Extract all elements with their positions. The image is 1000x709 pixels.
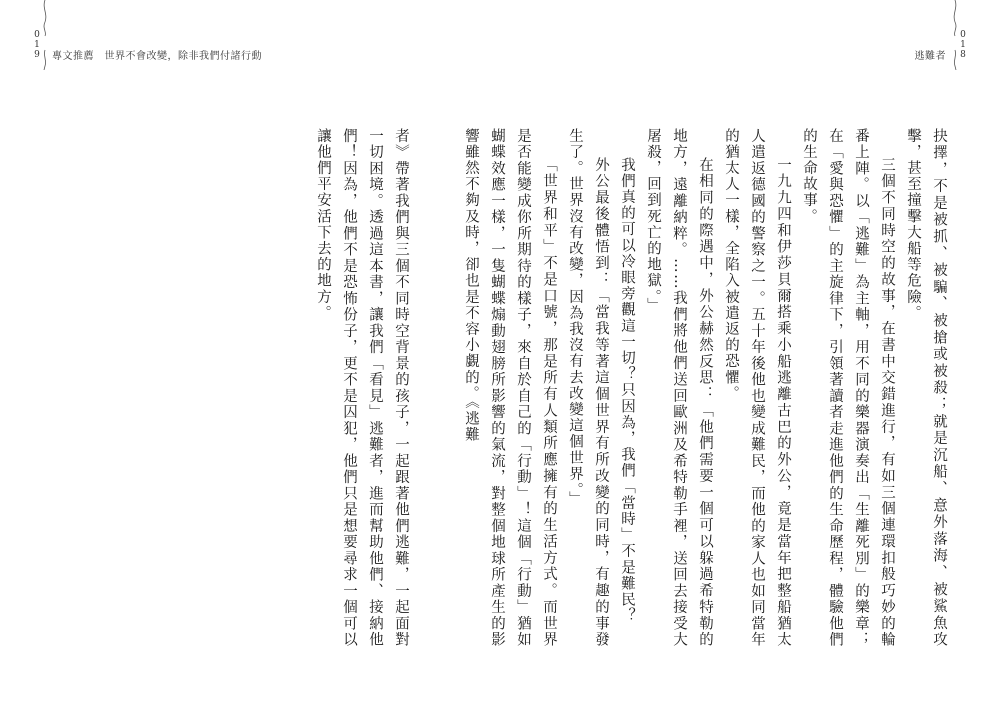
paragraph: 三個不同時空的故事，在書中交錯進行，有如三個連環扣般巧妙的輪番上陣。以「逃難」為主軸，用不同的樂器演奏出「生離死別」的樂章；在「愛與恐懼」的主旋律下，引領著讀者走進他們的生命歷程，體驗他們的生命故事。	[801, 128, 895, 648]
paragraph: 「世界和平」不是口號，那是所有人類所應擁有的生活方式。而世界是否能變成你所期待的樣子，來自於自己的「行動」！這個「行動」猶如蝴蝶效應一樣，一隻蝴蝶煽動翅膀所影響的氣流，對整個地球所產生的影響雖然不夠及時，卻也是不容小覷的。《逃難	[463, 128, 557, 648]
page-number: 018	[960, 30, 966, 60]
paragraph: 者》帶著我們與三個不同時空背景的孩子，一起跟著他們逃難，一起面對一切困境。透過這本書，讓我們「看見」逃難者，進而幫助他們、接納他們！因為，他們不是恐怖份子，更不是囚犯，他們只是想要尋求一個可以讓他們平安活下去的地方。	[315, 128, 409, 648]
right-page	[463, 0, 1000, 709]
paragraph: 外公最後體悟到：「當我等著這個世界有所改變的同時，有趣的事發生了。世界沒有改變，因為我沒有去改變這個世界。」	[567, 128, 609, 648]
paragraph: 一九九四和伊莎貝爾搭乘小船逃離古巴的外公，竟是當年把整船猶太人遣返德國的警察之一。五十年後他也變成難民，而他的家人也如同當年的猶太人一樣，全陷入被遣返的恐懼。	[723, 128, 791, 648]
running-header: 逃難者	[914, 51, 946, 62]
paragraph: 我們真的可以冷眼旁觀這一切？只因為，我們「當時」不是難民？	[619, 157, 635, 624]
paragraph: 抉擇，不是被抓、被騙、被搶或被殺；就是沉船、意外落海、被鯊魚攻擊，甚至撞擊大船等危險。	[905, 128, 947, 648]
body-text	[310, 128, 414, 648]
body-text	[458, 128, 952, 648]
paragraph: 在相同的際遇中，外公赫然反思：「他們需要一個可以躲過希特勒的地方，遠離納粹。……我們將他們送回歐洲及希特勒手裡，送回去接受大屠殺，回到死亡的地獄。」	[645, 128, 713, 648]
page-number: 019	[34, 30, 40, 60]
running-header: 專文推薦 世界不會改變，除非我們付諸行動	[52, 51, 262, 62]
